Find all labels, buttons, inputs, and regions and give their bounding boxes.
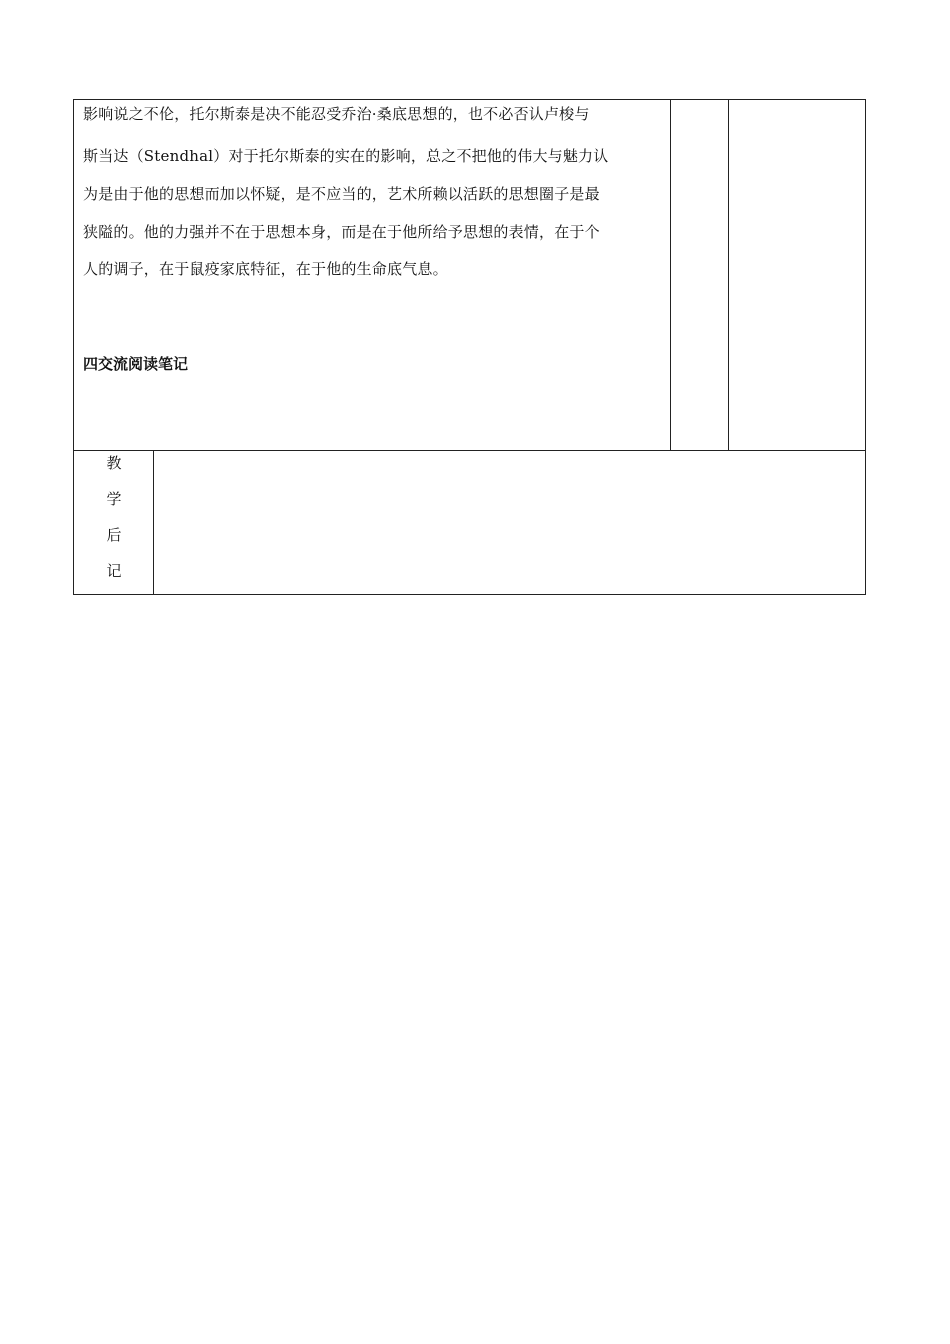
empty-middle-cell	[671, 100, 729, 450]
lesson-table	[73, 99, 866, 595]
main-content-cell	[74, 100, 671, 450]
paragraph-line: 为是由于他的思想而加以怀疑，是不应当的，艺术所赖以活跃的思想圈子是最	[83, 185, 600, 203]
postscript-notes-cell	[154, 451, 865, 594]
paragraph-line: 斯当达（Stendhal）对于托尔斯泰的实在的影响，总之不把他的伟大与魅力认	[83, 147, 609, 165]
paragraph-line: 狭隘的。他的力强并不在于思想本身，而是在于他所给予思想的表情，在于个	[83, 223, 600, 241]
postscript-label-cell	[74, 451, 154, 594]
paragraph-line: 影响说之不伦，托尔斯泰是决不能忍受乔治·桑底思想的，也不必否认卢梭与	[83, 105, 590, 123]
postscript-row	[74, 451, 865, 594]
postscript-label-char: 记	[106, 562, 122, 580]
empty-right-cell	[729, 100, 865, 450]
postscript-label-char: 学	[106, 490, 122, 508]
paragraph-line: 人的调子，在于鼠疫家底特征，在于他的生命底气息。	[83, 260, 448, 278]
content-row	[74, 100, 865, 451]
postscript-label-char: 教	[106, 454, 122, 472]
section-heading: 四交流阅读笔记	[83, 355, 189, 373]
postscript-label-char: 后	[106, 526, 122, 544]
